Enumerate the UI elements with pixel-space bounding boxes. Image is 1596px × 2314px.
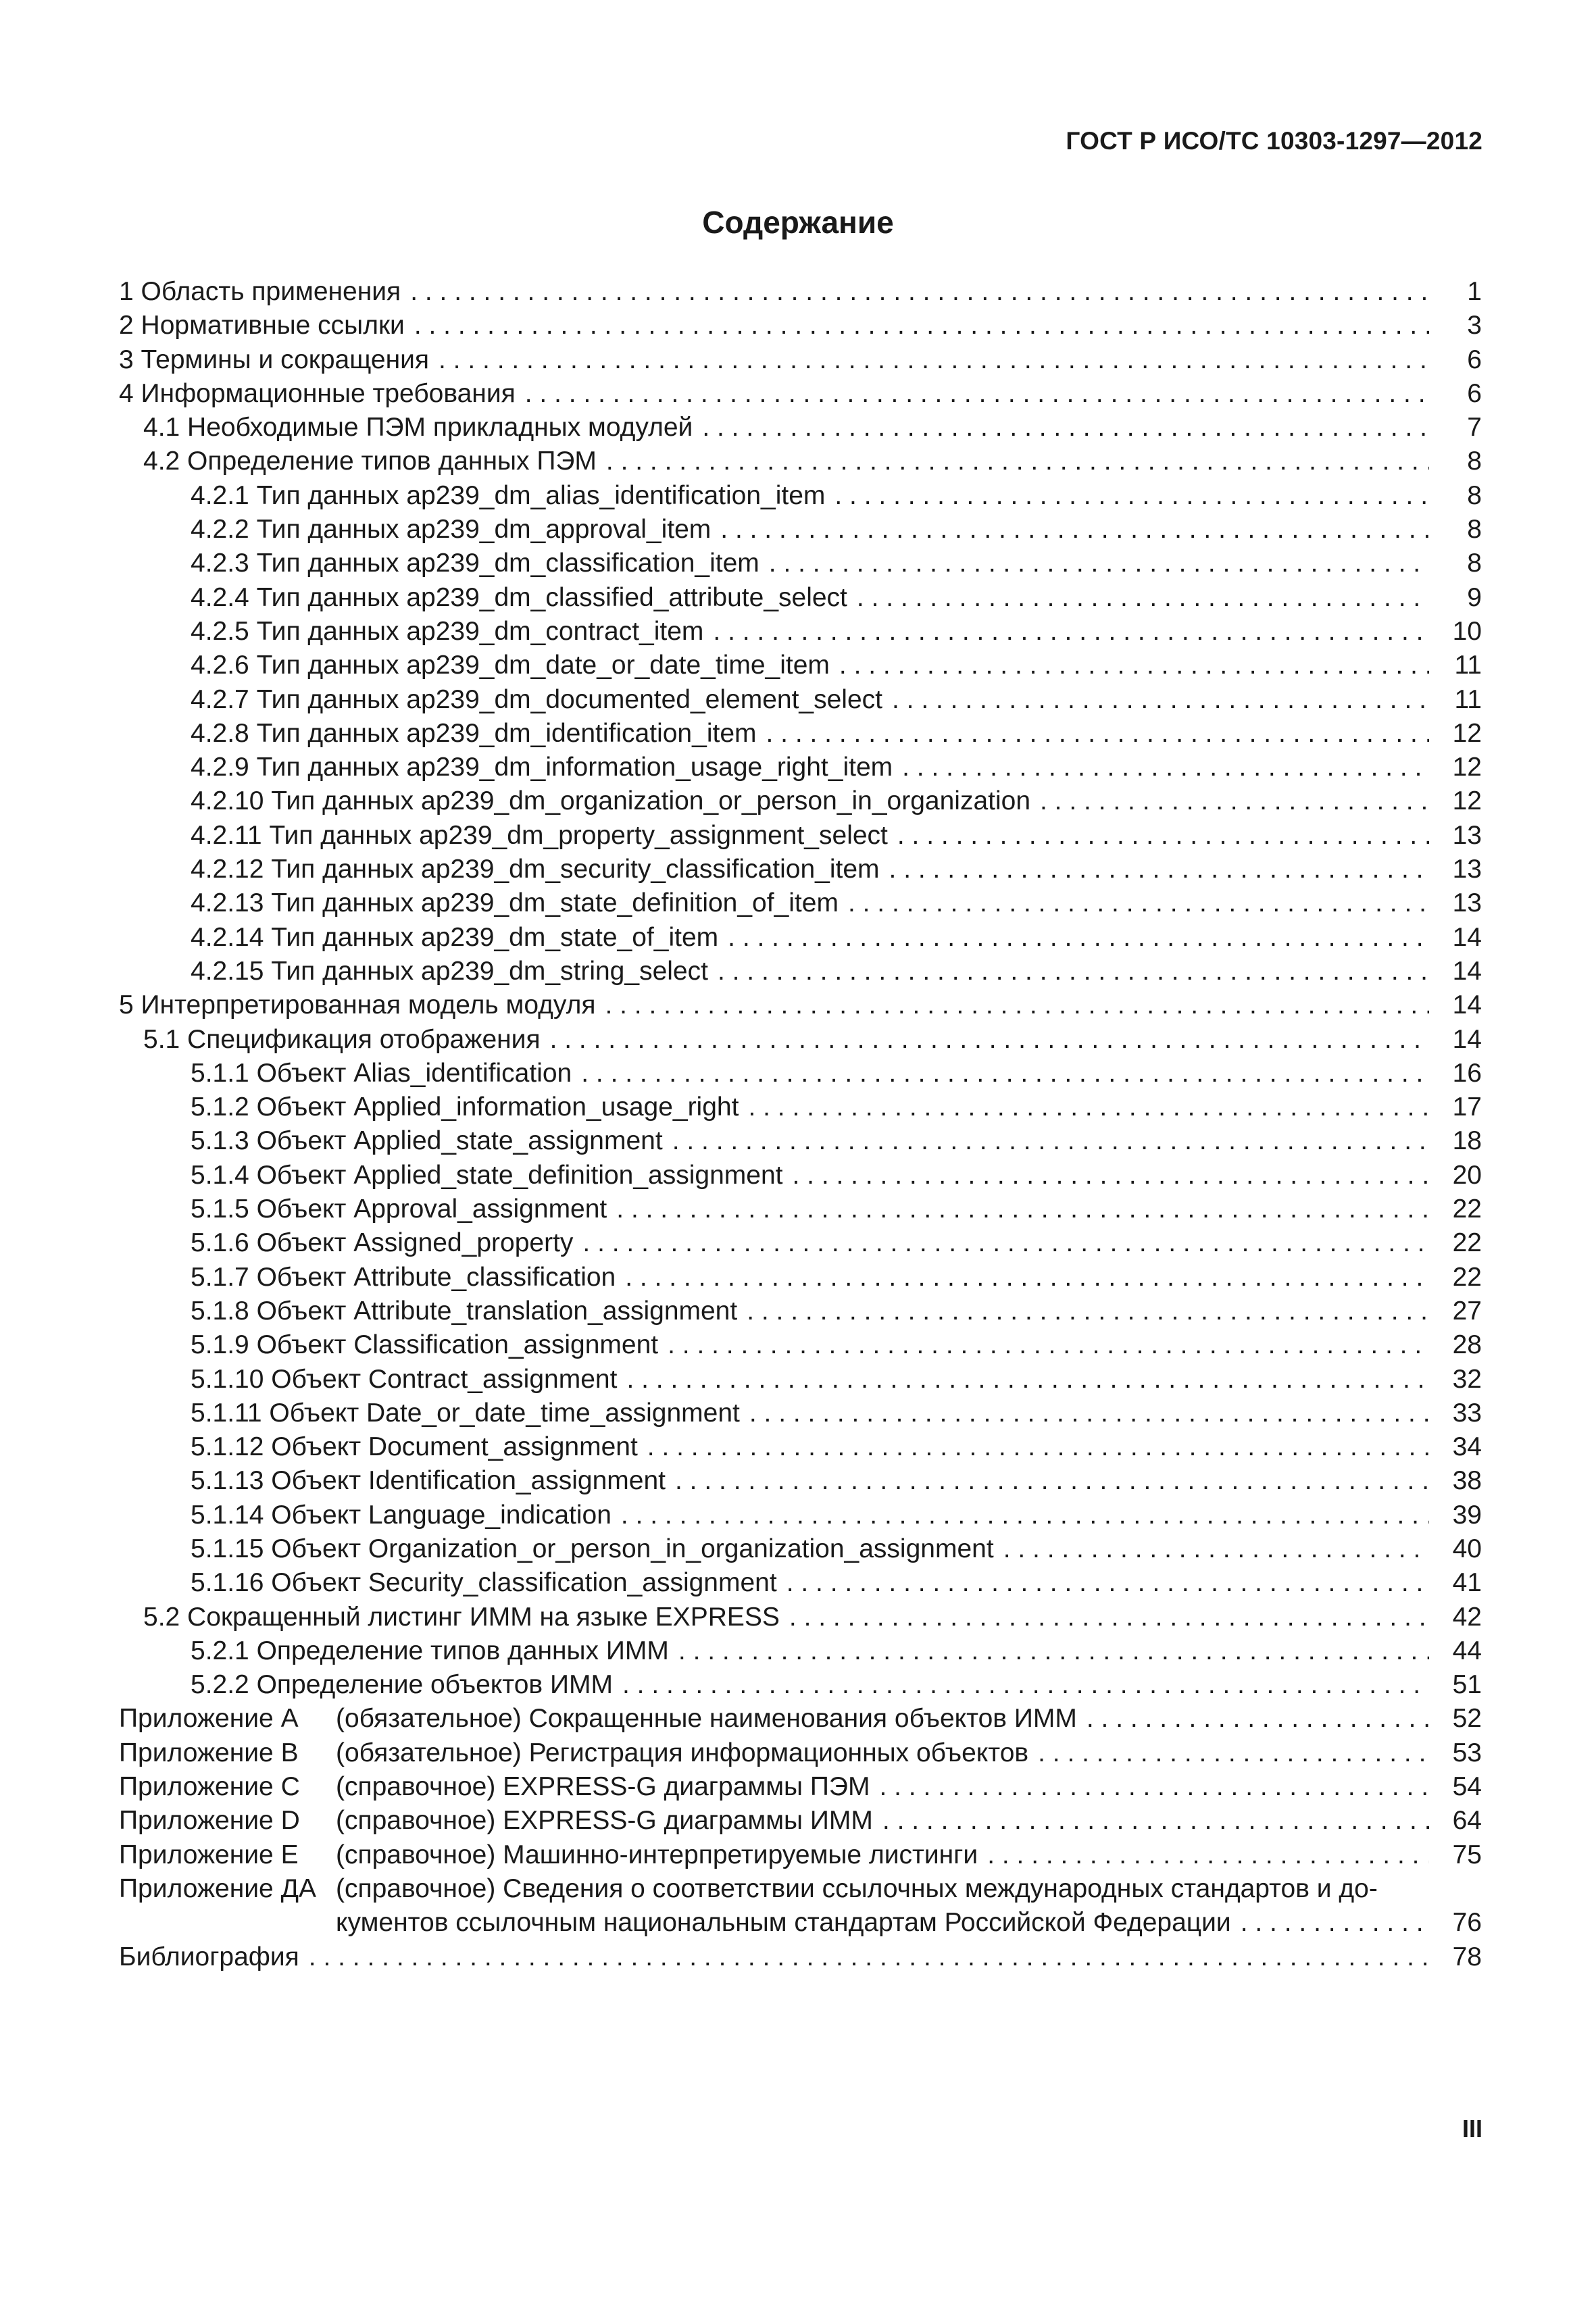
- toc-entry-title: 4.2.1 Тип данных ap239_dm_alias_identification_item: [191, 480, 826, 510]
- toc-entry-page: 40: [1452, 1534, 1482, 1563]
- appendix-text-line1: (справочное) Сведения о соответствии ссылочных международных стандартов и до-: [336, 1873, 1378, 1903]
- toc-entry-page: 51: [1452, 1670, 1482, 1700]
- appendix-text: (справочное) EXPRESS-G диаграммы ИММ: [336, 1806, 873, 1836]
- dot-leader: [1087, 1702, 1429, 1736]
- toc-entry-title: 4.2.8 Тип данных ap239_dm_identification_item: [191, 718, 757, 748]
- appendix-page: 53: [1452, 1738, 1482, 1767]
- dot-leader: [668, 1328, 1429, 1362]
- dot-leader: [728, 921, 1429, 955]
- dot-leader: [678, 1634, 1429, 1668]
- toc-entry-page: 22: [1452, 1262, 1482, 1292]
- dot-leader: [882, 1804, 1429, 1838]
- toc-entry-title: 4.2.9 Тип данных ap239_dm_information_usage_right_item: [191, 753, 893, 782]
- toc-entry-title: 4.2.10 Тип данных ap239_dm_organization_or_person_in_organization: [191, 786, 1031, 816]
- toc-entry-page: 9: [1467, 582, 1482, 612]
- toc-entry-title: 5.2.1 Определение типов данных ИММ: [191, 1636, 669, 1665]
- toc-entry-page: 1: [1467, 277, 1482, 306]
- toc-entry-title: 4.2.7 Тип данных ap239_dm_documented_element_select: [191, 684, 882, 714]
- toc-entry[interactable]: [119, 717, 1482, 751]
- toc-entry[interactable]: [119, 343, 1482, 377]
- toc-entry-page: 20: [1452, 1160, 1482, 1190]
- toc-entry-title: 4.2.11 Тип данных ap239_dm_property_assignment_select: [191, 820, 888, 850]
- toc-entry-title: 4.1 Необходимые ПЭМ прикладных модулей: [143, 413, 693, 443]
- toc-entry[interactable]: [119, 479, 1482, 513]
- toc-entry[interactable]: [119, 445, 1482, 478]
- toc-entry-title: 4.2.2 Тип данных ap239_dm_approval_item: [191, 515, 712, 545]
- toc-entry-title: 4.2.14 Тип данных ap239_dm_state_of_item: [191, 922, 719, 952]
- dot-leader: [848, 886, 1429, 920]
- dot-leader: [525, 377, 1429, 411]
- dot-leader: [793, 1159, 1430, 1192]
- toc-entry[interactable]: [119, 309, 1482, 343]
- dot-leader: [902, 751, 1429, 784]
- toc-entry[interactable]: [119, 853, 1482, 886]
- dot-leader: [1040, 784, 1429, 818]
- toc-entry-title: 5.1.14 Объект Language_indication: [191, 1500, 612, 1530]
- toc-entry-page: 16: [1452, 1058, 1482, 1088]
- toc-entry-title: 5.1.15 Объект Organization_or_person_in_organization_assignment: [191, 1534, 994, 1563]
- toc-entry[interactable]: [119, 1668, 1482, 1702]
- dot-leader: [309, 1940, 1429, 1974]
- toc-entry[interactable]: [119, 1023, 1482, 1057]
- dot-leader: [839, 649, 1429, 682]
- toc-entry[interactable]: [119, 1226, 1482, 1260]
- appendix-text: (обязательное) Регистрация информационных объектов: [336, 1738, 1029, 1767]
- dot-leader: [789, 1601, 1429, 1634]
- toc-entry-page: 22: [1452, 1194, 1482, 1224]
- toc-entry[interactable]: [119, 1090, 1482, 1124]
- dot-leader: [857, 581, 1429, 615]
- appendix-entry-title: [119, 1838, 978, 1872]
- toc-entry-title: 4.2.5 Тип данных ap239_dm_contract_item: [191, 616, 704, 646]
- dot-leader: [439, 343, 1429, 377]
- toc-entry[interactable]: [119, 411, 1482, 445]
- toc-entry-title: 4.2.15 Тип данных ap239_dm_string_select: [191, 956, 708, 986]
- appendix-label: Приложение Е: [119, 1840, 299, 1869]
- toc-entry-page: 8: [1467, 480, 1482, 510]
- toc-entry-title: 5.1.5 Объект Approval_assignment: [191, 1194, 607, 1224]
- appendix-entry-title: [119, 1736, 1028, 1770]
- appendix-label: Приложение ДА: [119, 1873, 317, 1903]
- dot-leader: [616, 1192, 1429, 1226]
- toc-entry-page: 12: [1452, 786, 1482, 816]
- toc-entry[interactable]: [119, 1532, 1482, 1566]
- toc-entry[interactable]: [119, 886, 1482, 920]
- dot-leader: [748, 1090, 1429, 1124]
- appendix-page: 75: [1452, 1840, 1482, 1869]
- dot-leader: [622, 1668, 1429, 1702]
- toc-entry[interactable]: [119, 547, 1482, 580]
- toc-entry-page: 13: [1452, 855, 1482, 884]
- toc-entry[interactable]: [119, 921, 1482, 955]
- toc-entry-page: 32: [1452, 1364, 1482, 1394]
- toc-entry-title: 5.1 Спецификация отображения: [143, 1024, 541, 1054]
- appendix-entry[interactable]: [119, 1838, 1482, 1872]
- appendix-text: (справочное) Машинно-интерпретируемые листинги: [336, 1840, 978, 1869]
- dot-leader: [550, 1023, 1429, 1057]
- toc-entry-title: 4.2.13 Тип данных ap239_dm_state_definition_of_item: [191, 888, 839, 918]
- toc-entry-title: 5.1.9 Объект Classification_assignment: [191, 1330, 659, 1360]
- dot-leader: [1241, 1906, 1429, 1940]
- appendix-label: Приложение А: [119, 1704, 299, 1734]
- toc-entry[interactable]: [119, 988, 1482, 1022]
- toc-entry[interactable]: [119, 1397, 1482, 1430]
- toc-entry-page: 14: [1452, 1024, 1482, 1054]
- appendix-label: Приложение D: [119, 1806, 300, 1836]
- toc-entry-page: 28: [1452, 1330, 1482, 1360]
- toc-entry[interactable]: [119, 1261, 1482, 1294]
- dot-leader: [892, 683, 1429, 717]
- toc-entry-page: 13: [1452, 820, 1482, 850]
- toc-entry-page: 13: [1452, 888, 1482, 918]
- toc-entry[interactable]: [119, 649, 1482, 682]
- dot-leader: [1038, 1736, 1429, 1770]
- dot-leader: [879, 1770, 1429, 1804]
- toc-entry-title: 5.2.2 Определение объектов ИММ: [191, 1670, 613, 1700]
- dot-leader: [769, 547, 1429, 580]
- toc-entry-title: 4.2.6 Тип данных ap239_dm_date_or_date_time_item: [191, 651, 830, 680]
- dot-leader: [582, 1226, 1429, 1260]
- dot-leader: [713, 615, 1429, 649]
- dot-leader: [889, 853, 1429, 886]
- dot-leader: [834, 479, 1429, 513]
- table-of-contents: [119, 275, 1482, 1974]
- appendix-page: 64: [1452, 1806, 1482, 1836]
- page-title: Содержание: [702, 205, 894, 240]
- toc-entry-title: 2 Нормативные ссылки: [119, 311, 405, 341]
- toc-entry-title: 5.2 Сокращенный листинг ИММ на языке EXPRESS: [143, 1602, 780, 1632]
- appendix-text: (обязательное) Сокращенные наименования объектов ИММ: [336, 1704, 1077, 1734]
- dot-leader: [647, 1430, 1429, 1464]
- toc-entry-page: 8: [1467, 549, 1482, 578]
- dot-leader: [606, 445, 1429, 478]
- toc-entry[interactable]: [119, 615, 1482, 649]
- toc-entry-title: 5.1.6 Объект Assigned_property: [191, 1228, 574, 1258]
- toc-entry-title: 3 Термины и сокращения: [119, 345, 430, 374]
- appendix-entry-title: [119, 1702, 1077, 1736]
- toc-entry[interactable]: [119, 1159, 1482, 1192]
- appendix-label: Приложение С: [119, 1772, 300, 1802]
- toc-entry[interactable]: [119, 1499, 1482, 1532]
- dot-leader: [675, 1464, 1429, 1498]
- toc-entry-page: 42: [1452, 1602, 1482, 1632]
- appendix-entry-da[interactable]: [119, 1872, 1482, 1940]
- toc-entry-page: 14: [1452, 922, 1482, 952]
- appendix-entry[interactable]: [119, 1804, 1482, 1838]
- dot-leader: [410, 275, 1429, 309]
- toc-entry-page: 8: [1467, 447, 1482, 476]
- toc-entry-title: 4.2 Определение типов данных ПЭМ: [143, 447, 597, 476]
- toc-entry-title: 4 Информационные требования: [119, 378, 516, 408]
- toc-entry[interactable]: [119, 1430, 1482, 1464]
- toc-entry-title: 5.1.4 Объект Applied_state_definition_assignment: [191, 1160, 783, 1190]
- toc-entry-page: 39: [1452, 1500, 1482, 1530]
- dot-leader: [581, 1057, 1429, 1090]
- toc-entry-page: 6: [1467, 378, 1482, 408]
- toc-entry-title: 4.2.3 Тип данных ap239_dm_classification_item: [191, 549, 759, 578]
- toc-entry[interactable]: [119, 751, 1482, 784]
- toc-entry[interactable]: [119, 1464, 1482, 1498]
- appendix-page: 76: [1452, 1908, 1482, 1938]
- dot-leader: [766, 717, 1430, 751]
- document-header: ГОСТ Р ИСО/ТС 10303-1297—2012: [1066, 127, 1482, 155]
- toc-entry-page: 34: [1452, 1432, 1482, 1462]
- toc-entry-title: 5.1.12 Объект Document_assignment: [191, 1432, 638, 1462]
- dot-leader: [414, 309, 1429, 343]
- toc-entry-page: 14: [1452, 990, 1482, 1020]
- toc-entry[interactable]: [119, 1294, 1482, 1328]
- toc-entry-title: 5.1.11 Объект Date_or_date_time_assignment: [191, 1398, 740, 1428]
- appendix-entry[interactable]: [119, 1770, 1482, 1804]
- dot-leader: [1003, 1532, 1429, 1566]
- toc-entry[interactable]: [119, 1601, 1482, 1634]
- appendix-entry[interactable]: [119, 1736, 1482, 1770]
- appendix-da-second-line: [119, 1906, 1482, 1940]
- toc-entry[interactable]: [119, 377, 1482, 411]
- dot-leader: [720, 513, 1429, 547]
- toc-entry-page: 27: [1452, 1296, 1482, 1326]
- appendix-text-line2: кументов ссылочным национальным стандартам Российской Федерации: [336, 1908, 1231, 1938]
- toc-entry-page: 22: [1452, 1228, 1482, 1258]
- bibliography-entry[interactable]: [119, 1940, 1482, 1974]
- dot-leader: [787, 1566, 1429, 1600]
- appendix-page: 52: [1452, 1704, 1482, 1734]
- toc-entry[interactable]: [119, 1634, 1482, 1668]
- toc-entry-title: 4.2.4 Тип данных ap239_dm_classified_attribute_select: [191, 582, 847, 612]
- toc-entry[interactable]: [119, 1363, 1482, 1397]
- appendix-entry-title: [119, 1770, 870, 1804]
- toc-entry-page: 3: [1467, 311, 1482, 341]
- dot-leader: [672, 1124, 1429, 1158]
- appendix-entry-title: [119, 1804, 873, 1838]
- toc-entry-page: 33: [1452, 1398, 1482, 1428]
- dot-leader: [718, 955, 1429, 988]
- toc-entry-page: 10: [1452, 616, 1482, 646]
- toc-entry-page: 11: [1454, 651, 1482, 680]
- toc-entry-title: 5.1.2 Объект Applied_information_usage_right: [191, 1092, 739, 1122]
- toc-entry[interactable]: [119, 1566, 1482, 1600]
- appendix-label: Приложение В: [119, 1738, 299, 1767]
- toc-entry-page: 12: [1452, 753, 1482, 782]
- toc-entry-title: 1 Область применения: [119, 277, 401, 306]
- toc-entry-page: 38: [1452, 1466, 1482, 1496]
- dot-leader: [626, 1363, 1429, 1397]
- toc-entry-title: 5.1.7 Объект Attribute_classification: [191, 1262, 616, 1292]
- toc-entry-page: 6: [1467, 345, 1482, 374]
- toc-entry[interactable]: [119, 1057, 1482, 1090]
- toc-entry-title: 5.1.1 Объект Alias_identification: [191, 1058, 572, 1088]
- toc-entry[interactable]: [119, 819, 1482, 853]
- toc-entry-title: 5.1.10 Объект Contract_assignment: [191, 1364, 618, 1394]
- toc-entry-page: 18: [1452, 1126, 1482, 1156]
- dot-leader: [702, 411, 1429, 445]
- toc-entry-page: 8: [1467, 515, 1482, 545]
- appendix-page: 54: [1452, 1772, 1482, 1802]
- toc-entry-page: 7: [1467, 413, 1482, 443]
- toc-entry-page: 41: [1452, 1568, 1482, 1598]
- page-number: III: [1462, 2115, 1482, 2142]
- dot-leader: [605, 988, 1429, 1022]
- dot-leader: [625, 1261, 1429, 1294]
- toc-entry-page: 14: [1452, 956, 1482, 986]
- dot-leader: [897, 819, 1429, 853]
- toc-entry-title: 5.1.13 Объект Identification_assignment: [191, 1466, 666, 1496]
- appendix-entry[interactable]: [119, 1702, 1482, 1736]
- toc-entry-page: 11: [1454, 684, 1482, 714]
- appendix-text: (справочное) EXPRESS-G диаграммы ПЭМ: [336, 1772, 870, 1802]
- toc-entry[interactable]: [119, 955, 1482, 988]
- toc-entry-page: 17: [1452, 1092, 1482, 1122]
- toc-entry-title: 4.2.12 Тип данных ap239_dm_security_classification_item: [191, 855, 880, 884]
- bibliography-title: Библиография: [119, 1942, 299, 1971]
- toc-entry[interactable]: [119, 784, 1482, 818]
- toc-entry[interactable]: [119, 1192, 1482, 1226]
- toc-entry-title: 5 Интерпретированная модель модуля: [119, 990, 596, 1020]
- dot-leader: [621, 1499, 1429, 1532]
- toc-entry[interactable]: [119, 1328, 1482, 1362]
- toc-entry-title: 5.1.8 Объект Attribute_translation_assignment: [191, 1296, 738, 1326]
- toc-entry-page: 12: [1452, 718, 1482, 748]
- dot-leader: [747, 1294, 1429, 1328]
- dot-leader: [987, 1838, 1429, 1872]
- toc-entry[interactable]: [119, 683, 1482, 717]
- toc-entry-title: 5.1.3 Объект Applied_state_assignment: [191, 1126, 663, 1156]
- toc-entry[interactable]: [119, 581, 1482, 615]
- toc-entry[interactable]: [119, 275, 1482, 309]
- dot-leader: [749, 1397, 1429, 1430]
- toc-entry-page: 44: [1452, 1636, 1482, 1665]
- bibliography-page: 78: [1452, 1942, 1482, 1971]
- toc-entry[interactable]: [119, 513, 1482, 547]
- toc-entry[interactable]: [119, 1124, 1482, 1158]
- toc-entry-title: 5.1.16 Объект Security_classification_assignment: [191, 1568, 777, 1598]
- appendix-da-first-line: [119, 1872, 1482, 1906]
